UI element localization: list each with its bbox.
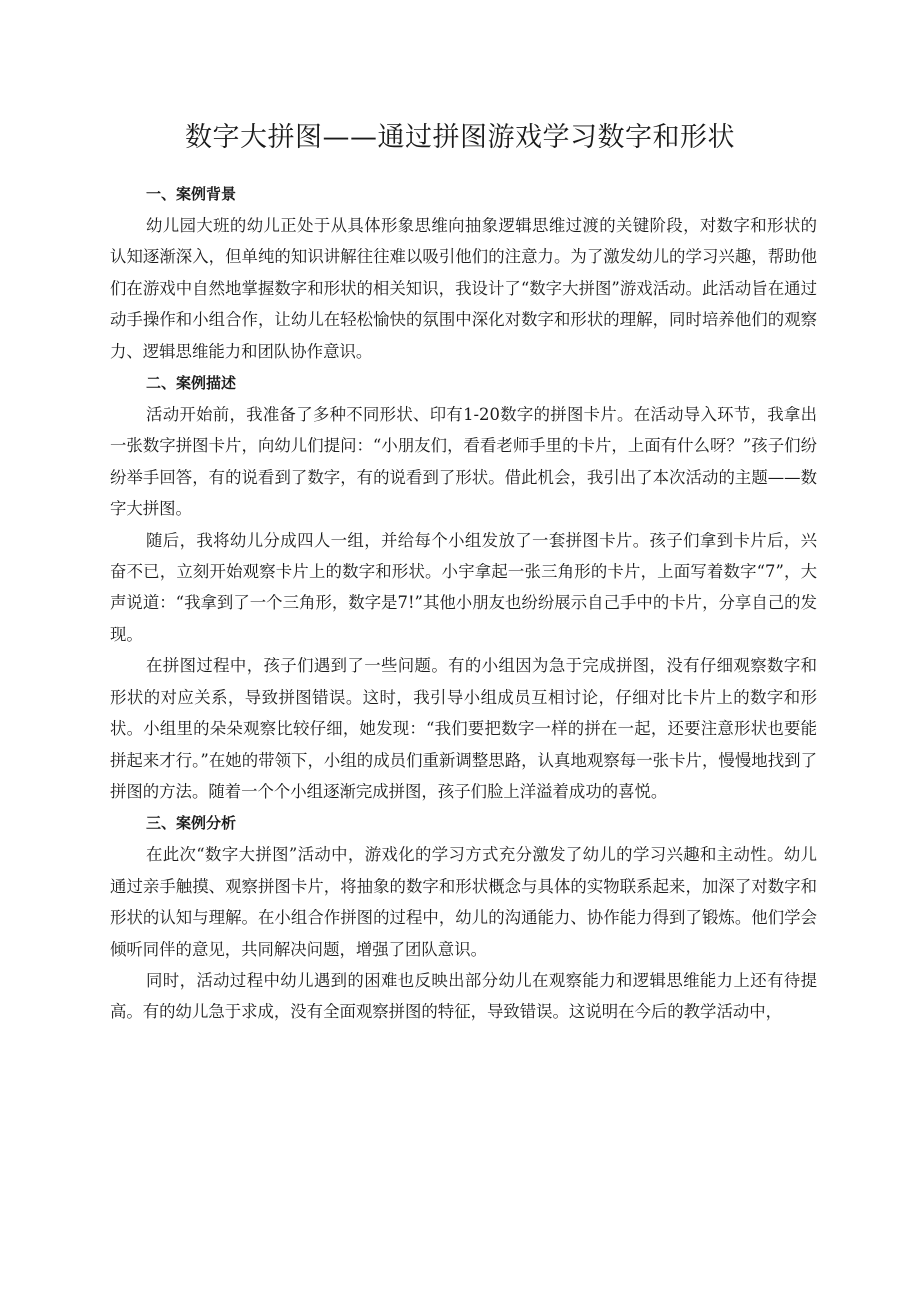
- section-heading: 三、案例分析: [146, 814, 237, 833]
- section-analysis: [110, 807, 817, 1027]
- section-heading: 二、案例描述: [146, 374, 237, 393]
- section-heading: 一、案例背景: [146, 185, 237, 203]
- paragraph: 随后，我将幼儿分成四人一组，并给每个小组发放了一套拼图卡片。孩子们拿到卡片后，兴奋不已，立刻开始观察卡片上的数字和形状。小宇拿起一张三角形的卡片，上面写着数字“7”，大声说道：“我拿到了一个三角形，数字是7!”其他小朋友也纷纷展示自己手中的卡片，分享自己的发现。: [110, 530, 817, 644]
- section-description: [110, 367, 817, 807]
- paragraph: 同时，活动过程中幼儿遇到的困难也反映出部分幼儿在观察能力和逻辑思维能力上还有待提高。有的幼儿急于求成，没有全面观察拼图的特征，导致错误。这说明在今后的教学活动中，: [110, 970, 817, 1022]
- document-title: 数字大拼图——通过拼图游戏学习数字和形状: [185, 122, 735, 153]
- paragraph: 在拼图过程中，孩子们遇到了一些问题。有的小组因为急于完成拼图，没有仔细观察数字和形状的对应关系，导致拼图错误。这时，我引导小组成员互相讨论，仔细对比卡片上的数字和形状。小组里的朵朵观察比较仔细，她发现：“我们要把数字一样的拼在一起，还要注意形状也要能拼起来才行。”在她的带领下，小组的成员们重新调整思路，认真地观察每一张卡片，慢慢地找到了拼图的方法。随着一个个小组逐渐完成拼图，孩子们脸上洋溢着成功的喜悦。: [110, 656, 817, 801]
- section-background: [110, 178, 817, 367]
- paragraph: 幼儿园大班的幼儿正处于从具体形象思维向抽象逻辑思维过渡的关键阶段，对数字和形状的认知逐渐深入，但单纯的知识讲解往往难以吸引他们的注意力。为了激发幼儿的学习兴趣，帮助他们在游戏中自然地掌握数字和形状的相关知识，我设计了“数字大拼图”游戏活动。此活动旨在通过动手操作和小组合作，让幼儿在轻松愉快的氛围中深化对数字和形状的理解，同时培养他们的观察力、逻辑思维能力和团队协作意识。: [110, 216, 817, 361]
- paragraph: 活动开始前，我准备了多种不同形状、印有1-20数字的拼图卡片。在活动导入环节，我拿出一张数字拼图卡片，向幼儿们提问：“小朋友们，看看老师手里的卡片，上面有什么呀？”孩子们纷纷举手回答，有的说看到了数字，有的说看到了形状。借此机会，我引出了本次活动的主题——数字大拼图。: [110, 405, 817, 519]
- paragraph: 在此次“数字大拼图”活动中，游戏化的学习方式充分激发了幼儿的学习兴趣和主动性。幼儿通过亲手触摸、观察拼图卡片，将抽象的数字和形状概念与具体的实物联系起来，加深了对数字和形状的认知与理解。在小组合作拼图的过程中，幼儿的沟通能力、协作能力得到了锻炼。他们学会倾听同伴的意见，共同解决问题，增强了团队意识。: [110, 845, 817, 959]
- document-body: [110, 178, 817, 1028]
